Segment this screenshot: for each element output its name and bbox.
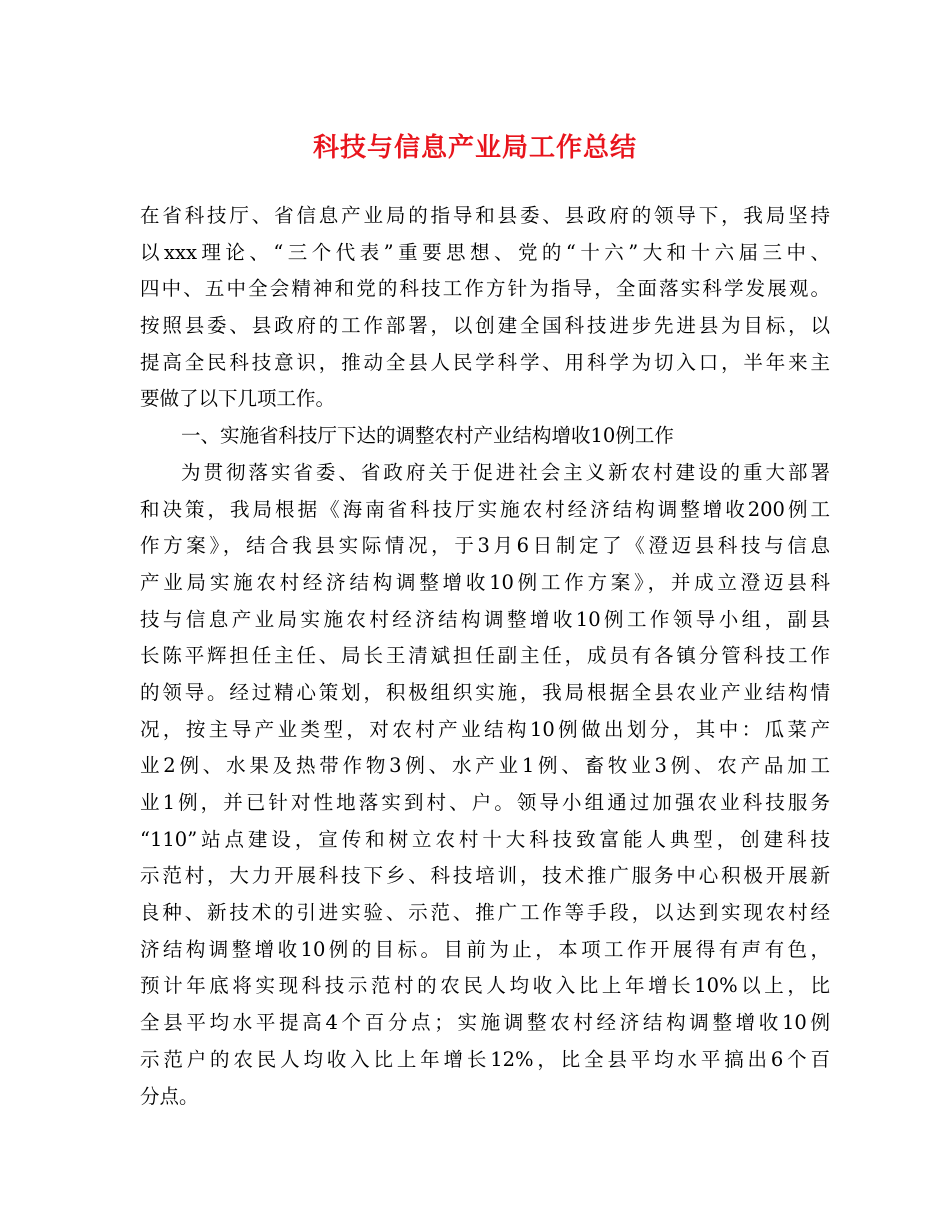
- section-heading-paragraph: [140, 418, 830, 455]
- section-line: 和决策，我局根据《海南省科技厅实施农村经济结构调整增收200例工: [140, 497, 830, 521]
- section-line: 分点。: [140, 1084, 199, 1108]
- section-line: 产业局实施农村经济结构调整增收10例工作方案》，并成立澄迈县科: [140, 570, 830, 594]
- section-line: 示范户的农民人均收入比上年增长12%，比全县平均水平搞出6个百: [140, 1047, 830, 1071]
- section-body-paragraph: [140, 455, 830, 1115]
- section-line: 为贯彻落实省委、省政府关于促进社会主义新农村建设的重大部署: [181, 460, 830, 484]
- section-line: 示范村，大力开展科技下乡、科技培训，技术推广服务中心积极开展新: [140, 864, 830, 888]
- intro-line: 在省科技厅、省信息产业局的指导和县委、县政府的领导下，我局坚持: [140, 204, 830, 227]
- intro-paragraph: [140, 198, 830, 418]
- section-heading: 一、实施省科技厅下达的调整农村产业结构增收10例工作: [181, 424, 674, 448]
- section-line: 全县平均水平提高4个百分点；实施调整农村经济结构调整增收10例: [140, 1011, 830, 1035]
- section-line: 良种、新技术的引进实验、示范、推广工作等手段，以达到实现农村经: [140, 901, 830, 925]
- section-line: 技与信息产业局实施农村经济结构调整增收10例工作领导小组，副县: [140, 607, 830, 631]
- section-line: 济结构调整增收10例的目标。目前为止，本项工作开展得有声有色，: [140, 937, 830, 961]
- document-body: [140, 198, 830, 1115]
- intro-line: 以xxx理论、“三个代表”重要思想、党的“十六”大和十六届三中、: [140, 240, 830, 264]
- intro-line: 四中、五中全会精神和党的科技工作方针为指导，全面落实科学发展观。: [140, 277, 830, 301]
- intro-line: 提高全民科技意识，推动全县人民学科学、用科学为切入口，半年来主: [140, 350, 830, 374]
- document-title: 科技与信息产业局工作总结: [312, 133, 637, 163]
- section-line: 的领导。经过精心策划，积极组织实施，我局根据全县农业产业结构情: [140, 680, 830, 704]
- section-line: 预计年底将实现科技示范村的农民人均收入比上年增长10%以上，比: [140, 974, 830, 998]
- section-line: 业1例，并已针对性地落实到村、户。领导小组通过加强农业科技服务: [140, 791, 830, 814]
- section-line: 长陈平辉担任主任、局长王清斌担任副主任，成员有各镇分管科技工作: [140, 644, 830, 668]
- section-line: 作方案》，结合我县实际情况，于3月6日制定了《澄迈县科技与信息: [140, 534, 830, 558]
- section-line: 况，按主导产业类型，对农村产业结构10例做出划分，其中：瓜菜产: [140, 717, 830, 741]
- section-line: “110”站点建设，宣传和树立农村十大科技致富能人典型，创建科技: [140, 827, 830, 851]
- intro-line: 要做了以下几项工作。: [140, 387, 336, 411]
- section-line: 业2例、水果及热带作物3例、水产业1例、畜牧业3例、农产品加工: [140, 754, 830, 778]
- intro-line: 按照县委、县政府的工作部署，以创建全国科技进步先进县为目标，以: [140, 314, 830, 338]
